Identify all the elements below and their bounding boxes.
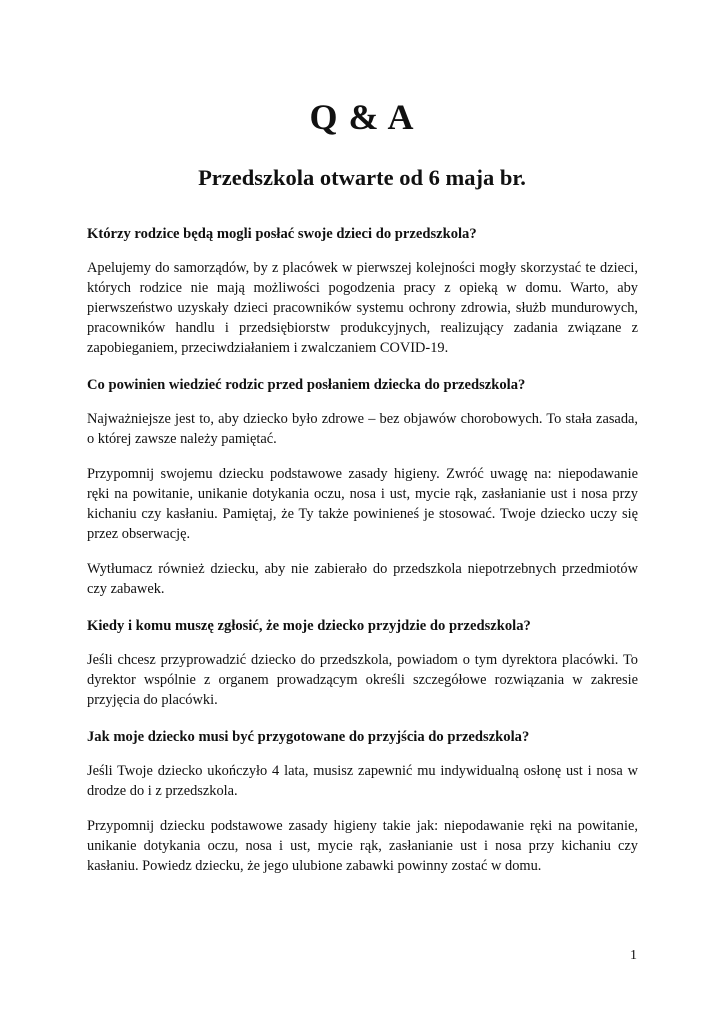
question-heading: Jak moje dziecko musi być przygotowane do przyjścia do przedszkola? (87, 729, 530, 745)
qa-section (87, 727, 638, 876)
page-subtitle: Przedszkola otwarte od 6 maja br. (198, 165, 526, 190)
answer-paragraph: Wytłumacz również dziecku, aby nie zabierało do przedszkola niepotrzebnych przedmiotów czy zabawek. (87, 561, 638, 597)
page-title: Q & A (309, 97, 415, 137)
answer-paragraph: Przypomnij dziecku podstawowe zasady higieny takie jak: niepodawanie ręki na powitanie, unikanie dotykania oczu, nosa i ust, mycie rąk, zasłanianie ust i nosa przy kichaniu czy kasłaniu. Powiedz dziecku, że jego ulubione zabawki powinny zostać w domu. (87, 818, 638, 874)
answer-paragraph: Przypomnij swojemu dziecku podstawowe zasady higieny. Zwróć uwagę na: niepodawanie ręki na powitanie, unikanie dotykania oczu, nosa i ust, mycie rąk, zasłanianie ust i nosa przy kichaniu czy kasłaniu. Pamiętaj, że Ty także powinieneś je stosować. Twoje dziecko uczy się przez obserwację. (87, 466, 638, 542)
answer-paragraph: Apelujemy do samorządów, by z placówek w pierwszej kolejności mogły skorzystać te dzieci, których rodzice nie mają możliwości pogodzenia pracy z opieką w domu. Warto, aby pierwszeństwo uzyskały dzieci pracowników systemu ochrony zdrowia, służb mundurowych, pracowników handlu i przedsiębiorstw produkcyjnych, realizujący zadania związane z zapobieganiem, przeciwdziałaniem i zwalczaniem COVID-19. (87, 260, 638, 356)
qa-content (87, 224, 638, 891)
answer-paragraph: Najważniejsze jest to, aby dziecko było zdrowe – bez objawów chorobowych. To stała zasada, o której zawsze należy pamiętać. (87, 411, 638, 447)
answer-paragraph: Jeśli chcesz przyprowadzić dziecko do przedszkola, powiadom o tym dyrektora placówki. To dyrektor wspólnie z organem prowadzącym określi szczegółowe rozwiązania w zakresie przyjęcia do placówki. (87, 652, 638, 708)
qa-section (87, 224, 638, 358)
question-heading: Kiedy i komu muszę zgłosić, że moje dziecko przyjdzie do przedszkola? (87, 618, 531, 634)
question-heading: Którzy rodzice będą mogli posłać swoje dzieci do przedszkola? (87, 226, 477, 242)
answer-paragraph: Jeśli Twoje dziecko ukończyło 4 lata, musisz zapewnić mu indywidualną osłonę ust i nosa w drodze do i z przedszkola. (87, 763, 638, 799)
qa-section (87, 375, 638, 599)
question-heading: Co powinien wiedzieć rodzic przed posłaniem dziecka do przedszkola? (87, 377, 526, 393)
page-number: 1 (630, 948, 637, 963)
qa-section (87, 616, 638, 710)
